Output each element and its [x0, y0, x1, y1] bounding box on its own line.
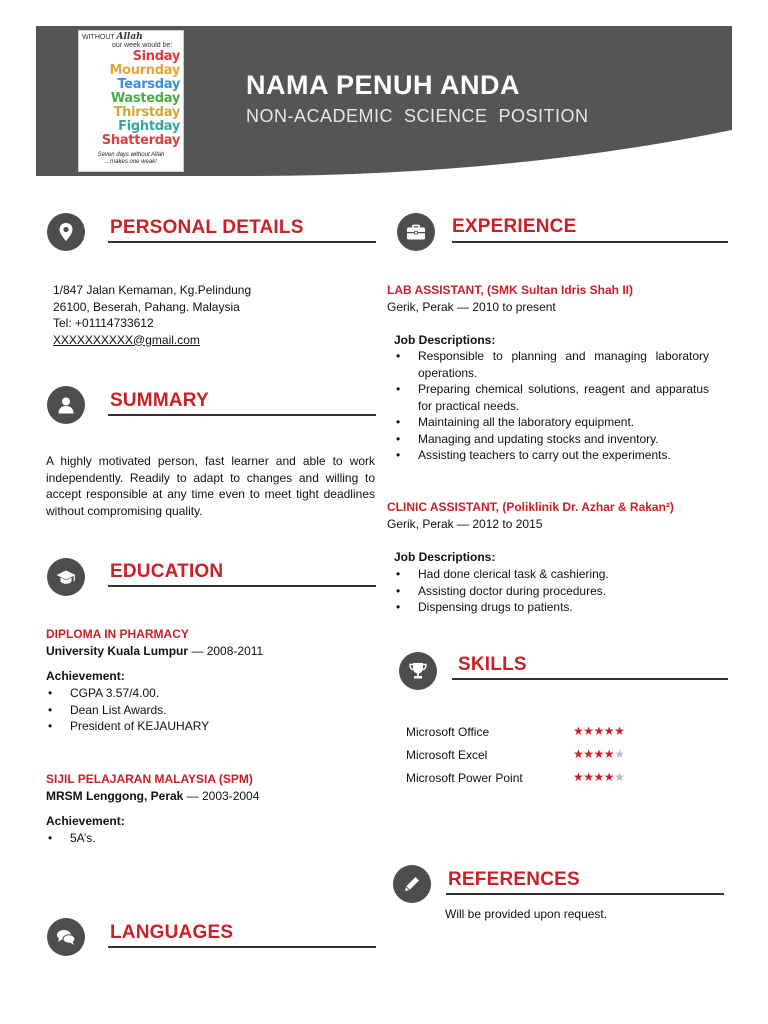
- email-link[interactable]: XXXXXXXXXX@gmail.com: [53, 332, 200, 347]
- list-item: • Responsible to planning and managing laboratory operations.: [388, 348, 709, 381]
- list-item: • 5A’s.: [40, 830, 96, 847]
- list-item: • Assisting teachers to carry out the experiments.: [388, 447, 709, 464]
- list-item: • Dispensing drugs to patients.: [388, 599, 709, 616]
- profile-photo: [78, 30, 184, 172]
- list-item: • Managing and updating stocks and inventory.: [388, 431, 709, 448]
- star-filled-icon: ★: [593, 770, 604, 784]
- photo-day: Tearsday: [117, 77, 180, 92]
- list-item: • Maintaining all the laboratory equipment.: [388, 414, 709, 431]
- education-1-period: — 2008-2011: [188, 644, 264, 658]
- skills-heading: SKILLS: [458, 654, 527, 675]
- star-filled-icon: ★: [614, 724, 625, 738]
- job-2-role: CLINIC ASSISTANT, (Poliklinik Dr. Azhar & Rakan²): [387, 500, 674, 514]
- skills-divider: [452, 678, 728, 680]
- star-filled-icon: ★: [593, 724, 604, 738]
- job-1-location: Gerik, Perak — 2010 to present: [387, 300, 556, 314]
- star-filled-icon: ★: [583, 770, 594, 784]
- education-2-qualification: SIJIL PELAJARAN MALAYSIA (SPM): [46, 772, 253, 786]
- star-filled-icon: ★: [573, 724, 584, 738]
- references-divider: [446, 893, 724, 895]
- photo-text-allah: Allah: [116, 32, 143, 42]
- education-1-achievement-label: Achievement:: [46, 669, 125, 683]
- address-line-1: 1/847 Jalan Kemaman, Kg.Pelindung: [53, 283, 252, 297]
- summary-divider: [108, 414, 376, 416]
- education-2-achievements: [40, 830, 96, 847]
- star-empty-icon: ★: [614, 747, 625, 761]
- list-item: • Preparing chemical solutions, reagent and apparatus for practical needs.: [388, 381, 709, 414]
- references-text: Will be provided upon request.: [445, 907, 608, 921]
- skill-name: Microsoft Power Point: [406, 771, 523, 785]
- experience-divider: [452, 241, 728, 243]
- full-name: NAMA PENUH ANDA: [246, 70, 520, 100]
- star-filled-icon: ★: [603, 747, 615, 761]
- languages-divider: [108, 946, 376, 948]
- graduation-cap-icon: [47, 558, 85, 596]
- list-item: • Had done clerical task & cashiering.: [388, 566, 709, 583]
- education-divider: [108, 585, 376, 587]
- education-1-institution-line: [46, 643, 263, 660]
- photo-bottom-text: [79, 152, 183, 166]
- job-1-desc-label: Job Descriptions:: [394, 333, 496, 347]
- user-icon: [47, 386, 85, 424]
- job-2-location: Gerik, Perak — 2012 to 2015: [387, 517, 543, 531]
- skill-rating-stars: [573, 724, 624, 738]
- photo-text-week: our week would be:: [112, 42, 173, 49]
- photo-text-weak: ...makes one weak!: [105, 159, 157, 165]
- photo-text-without: WITHOUT: [82, 34, 115, 41]
- star-empty-icon: ★: [614, 770, 625, 784]
- education-1-institution: University Kuala Lumpur: [46, 644, 189, 658]
- languages-heading: LANGUAGES: [110, 922, 234, 943]
- job-2-duties: [388, 566, 709, 616]
- skill-name: Microsoft Excel: [406, 748, 488, 762]
- summary-text: A highly motivated person, fast learner and able to work independently. Readily to adapt to changes and willing to accept responsible at any time even to meet tight deadlines without compromising quality.: [46, 454, 375, 518]
- photo-top-text: [79, 31, 183, 50]
- location-pin-icon: [47, 213, 85, 251]
- star-filled-icon: ★: [583, 747, 594, 761]
- photo-day: Mournday: [109, 63, 180, 78]
- photo-day: Thirstday: [113, 105, 180, 120]
- telephone: Tel: +01114733612: [53, 316, 154, 330]
- job-1-role: LAB ASSISTANT, (SMK Sultan Idris Shah II): [387, 283, 634, 297]
- summary-heading: SUMMARY: [110, 390, 209, 411]
- star-filled-icon: ★: [583, 724, 594, 738]
- star-filled-icon: ★: [593, 747, 604, 761]
- personal-details-block: [53, 282, 251, 348]
- star-filled-icon: ★: [573, 770, 584, 784]
- experience-heading: EXPERIENCE: [452, 216, 577, 237]
- personal-details-divider: [108, 241, 376, 243]
- photo-text-seven: Seven days without Allah: [97, 152, 165, 158]
- photo-day: Shatterday: [101, 133, 180, 148]
- star-filled-icon: ★: [603, 770, 615, 784]
- pencil-icon: [393, 865, 431, 903]
- skill-rating-stars: [573, 770, 624, 784]
- skill-name: Microsoft Office: [406, 725, 490, 739]
- education-heading: EDUCATION: [110, 561, 224, 582]
- education-2-period: — 2003-2004: [183, 789, 260, 803]
- photo-days-list: [79, 50, 183, 148]
- star-filled-icon: ★: [603, 724, 615, 738]
- education-2-institution-line: [46, 788, 259, 805]
- address-line-2: 26100, Beserah, Pahang. Malaysia: [53, 299, 240, 314]
- chat-bubbles-icon: [47, 918, 85, 956]
- trophy-icon: [399, 652, 437, 690]
- list-item: • CGPA 3.57/4.00.: [40, 685, 209, 702]
- photo-day: Sinday: [132, 49, 180, 64]
- education-2-achievement-label: Achievement:: [46, 814, 125, 828]
- job-2-desc-label: Job Descriptions:: [394, 550, 496, 564]
- position-title: NON-ACADEMIC SCIENCE POSITION: [246, 106, 589, 126]
- education-1-qualification: DIPLOMA IN PHARMACY: [46, 627, 189, 641]
- education-1-achievements: [40, 685, 209, 735]
- star-filled-icon: ★: [573, 747, 584, 761]
- job-1-duties: [388, 348, 709, 464]
- photo-day: Fightday: [118, 119, 180, 134]
- skill-rating-stars: [573, 747, 624, 761]
- list-item: • Assisting doctor during procedures.: [388, 583, 709, 600]
- list-item: • President of KEJAUHARY: [40, 718, 209, 735]
- briefcase-icon: [397, 213, 435, 251]
- photo-day: Wasteday: [110, 91, 180, 106]
- education-2-institution: MRSM Lenggong, Perak: [46, 789, 184, 803]
- personal-details-heading: PERSONAL DETAILS: [110, 217, 304, 238]
- references-heading: REFERENCES: [448, 869, 580, 890]
- list-item: • Dean List Awards.: [40, 702, 209, 719]
